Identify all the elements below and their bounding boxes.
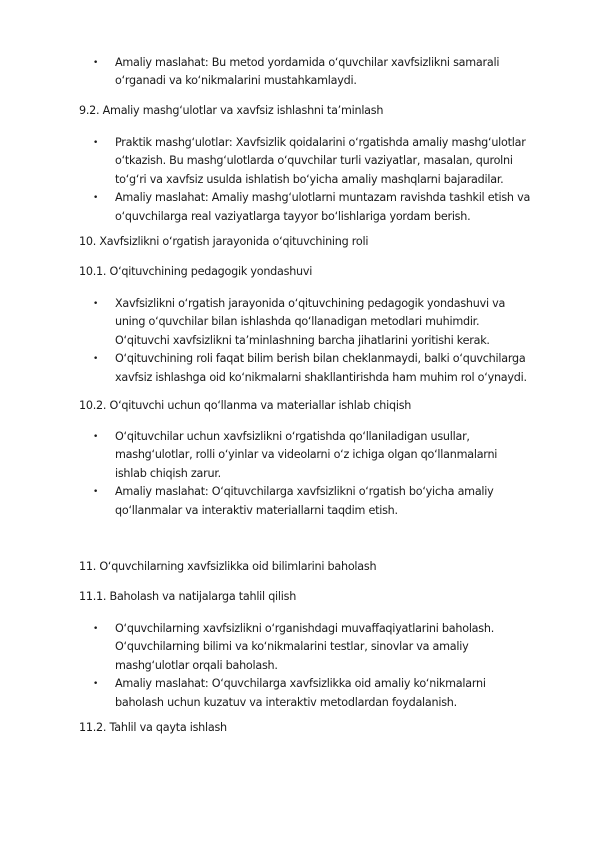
bullet-list [0,54,547,91]
list-item-text: baholash uchun kuzatuv va interaktiv metodlardan foydalanish. [115,695,457,709]
subsection-heading: 11.1. Baholash va natijalarga tahlil qilish [79,590,297,603]
list-item-text: Amaliy maslahat: Bu metod yordamida o‘quvchilar xavfsizlikni samarali [115,56,500,69]
subsection-heading: 11.2. Tahlil va qayta ishlash [79,721,227,734]
list-item-text: O‘quvchilarning bilimi va ko‘nikmalarini testlar, sinovlar va amaliy [115,640,469,654]
list-item-text: qo‘llanmalar va interaktiv materiallarni taqdim etish. [115,503,398,517]
list-item [0,189,547,226]
list-item-text: O‘qituvchilar uchun xavfsizlikni o‘rgatishda qo‘llaniladigan usullar, [115,430,470,443]
bullet-list [0,620,547,712]
bullet-list [0,428,547,520]
list-item [0,54,547,91]
subsection-heading: 10.1. O‘qituvchining pedagogik yondashuvi [79,265,313,278]
list-item [0,295,547,350]
bullet-icon: • [93,354,99,365]
list-item [0,483,547,520]
list-item-text: to‘g‘ri va xavfsiz usulda ishlatish bo‘yicha amaliy mashqlarni bajaradilar. [115,172,504,186]
list-item-text: ishlab chiqish zarur. [115,466,221,480]
list-item-text: Amaliy maslahat: Amaliy mashg‘ulotlarni muntazam ravishda tashkil etish va [115,191,531,205]
list-item-text: Amaliy maslahat: O‘qituvchilarga xavfsizlikni o‘rgatish bo‘yicha amaliy [115,485,494,499]
list-item-text: o‘quvchilarga real vaziyatlarga tayyor bo‘lishlariga yordam berish. [115,209,471,223]
list-item-text: xavfsiz ishlashga oid ko‘nikmalarni shakllantirishda ham muhim rol o‘ynaydi. [115,370,527,384]
list-item [0,134,547,189]
bullet-icon: • [93,138,99,148]
list-item [0,620,547,675]
bullet-icon: • [93,193,99,204]
bullet-icon: • [93,487,99,498]
bullet-icon: • [93,624,99,634]
list-item-text: o‘rganadi va ko‘nikmalarini mustahkamlaydi. [115,74,357,88]
list-item-text: Praktik mashg‘ulotlar: Xavfsizlik qoidalarini o‘rgatishda amaliy mashg‘ulotlar [115,136,526,149]
bullet-icon: • [93,432,99,442]
section-heading: 11. O‘quvchilarning xavfsizlikka oid bilimlarini baholash [79,560,377,573]
list-item-text: O‘qituvchi xavfsizlikni ta’minlashning barcha jihatlarini yoritishi kerak. [115,333,490,347]
list-item-text: O‘qituvchining roli faqat bilim berish bilan cheklanmaydi, balki o‘quvchilarga [115,352,526,366]
list-item-text: Xavfsizlikni o‘rgatish jarayonida o‘qituvchining pedagogik yondashuvi va [115,297,506,310]
list-item-text: o‘tkazish. Bu mashg‘ulotlarda o‘quvchilar turli vaziyatlar, masalan, qurolni [115,154,513,168]
bullet-list [0,134,547,226]
list-item [0,428,547,483]
bullet-icon: • [93,58,99,68]
bullet-icon: • [93,299,99,309]
section-heading: 9.2. Amaliy mashg‘ulotlar va xavfsiz ishlashni ta’minlash [79,104,384,117]
subsection-heading: 10.2. O‘qituvchi uchun qo‘llanma va materiallar ishlab chiqish [79,399,412,412]
list-item [0,675,547,712]
list-item-text: uning o‘quvchilar bilan ishlashda qo‘llanadigan metodlari muhimdir. [115,315,480,329]
section-heading: 10. Xavfsizlikni o‘rgatish jarayonida o‘qituvchining roli [79,235,369,248]
list-item-text: Amaliy maslahat: O‘quvchilarga xavfsizlikka oid amaliy ko‘nikmalarni [115,677,486,691]
list-item-text: mashg‘ulotlar orqali baholash. [115,658,278,672]
bullet-icon: • [93,679,99,690]
list-item [0,350,547,387]
list-item-text: O‘quvchilarning xavfsizlikni o‘rganishdagi muvaffaqiyatlarini baholash. [115,622,495,635]
bullet-list [0,295,547,387]
list-item-text: mashg‘ulotlar, rolli o‘yinlar va videolarni o‘z ichiga olgan qo‘llanmalarni [115,448,498,462]
